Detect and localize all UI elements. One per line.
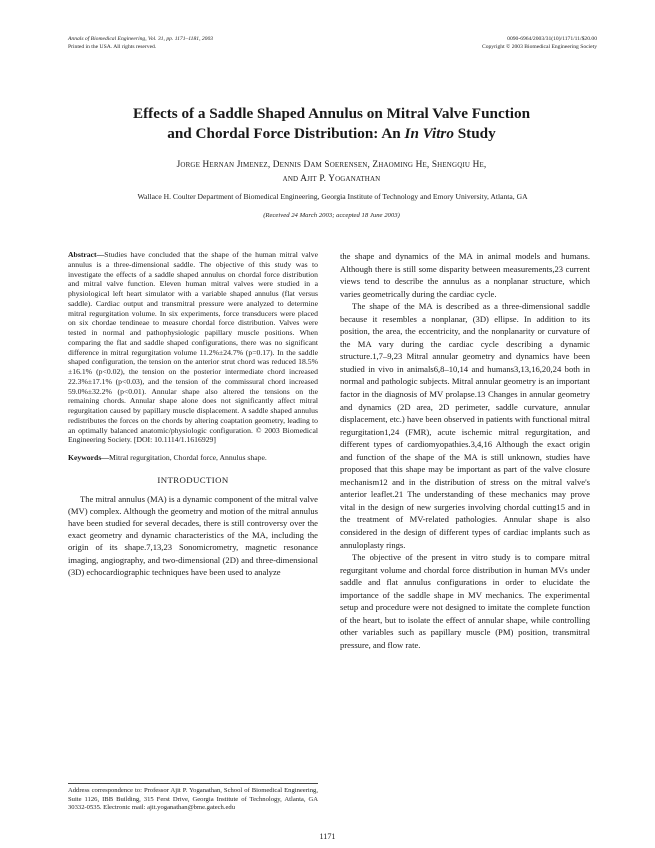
authors-line-1: Jorge Hernan Jimenez, Dennis Dam Soerensen, Zhaoming He, Shengqiu He, — [176, 160, 487, 170]
received-dates: (Received 24 March 2003; accepted 18 June 2003) — [263, 212, 400, 219]
keywords — [68, 453, 318, 463]
page-number: 1171 — [319, 832, 336, 841]
abstract-text: Studies have concluded that the shape of the human mitral valve annulus is a three-dimensional saddle. The objective of this study was to investigate the effects of a saddle shaped annulus on chordal force distribution and mitral valve function. Eleven human mitral valves were studied in a physiological left heart simulator with a variable shaped annulus (flat versus saddle). Cardiac output and transmitral pressure were analyzed to determine mitral regurgitation volume. In six experiments, force transducers were placed on six chordae tendineae to measure chordal force distribution. Valves were tested in normal and pathophysiologic papillary muscle positions. When comparing the flat and saddle shaped configurations, there was no significant difference in mitral regurgitation volume 11.2%±24.7% (p=0.17). In the saddle shaped configuration, the tension on the anterior strut chord was reduced 18.5%±16.1% (p<0.02), the tension on the posterior intermediate chord increased 22.3%±17.1% (p<0.03), and the tension of the commissural chord increased 59.0%±32.2% (p<0.01). Annular shape also altered the tensions on the remaining chords. Annular shape alone does not significantly affect mitral regurgitation caused by papillary muscle displacement. A saddle shaped annulus redistributes the forces on the chords by altering coaptation geometry, leading to an optimally balanced anatomic/physiologic configuration. © 2003 Biomedical Engineering Society. [DOI: 10.1114/1.1616929] — [68, 250, 318, 445]
author-list — [68, 158, 595, 186]
intro-paragraph-1: The mitral annulus (MA) is a dynamic component of the mitral valve (MV) complex. Although the geometry and motion of the mitral annulus have been studied for several decades, there is still controversy over the exact geometry and dynamic characteristics of the MA, including the origin of its shape.7,13,23 Sonomicrometry, magnetic resonance imaging, angiography, and two-dimensional (2D) and three-dimensional (3D) echocardiographic techniques have been used to analyze — [68, 493, 318, 577]
issn-line: 0090-6964/2003/31(10)/1171/11/$20.00 — [507, 36, 597, 42]
right-column — [340, 250, 590, 652]
intro-paragraph-2: The shape of the MA is described as a three-dimensional saddle because it resembles a nonplanar, (3D) ellipse. In addition to its position, the area, the eccentricity, and the nonplanarity or curvature of the MA vary during the cardiac cycle describing a dynamic structure.1,7–9,23 Mitral annular geometry and dynamics have been studied in vivo in animals6,8–10,14 and humans3,13,16,20,24 both in normal and pathologic subjects. Mitral annular geometry is an important factor in the diagnosis of MV prolapse.13 Changes in annular geometry and dynamics (2D area, 2D perimeter, saddle curvature, annular displacement, etc.) have been observed in patients with functional mitral regurgitation1,24 (FMR), acute ischemic mitral regurgitation, and different types of cardiomyopathies.3,4,16 Although the exact origin and function of the shape of the MA is still unknown, studies have proposed that this shape may be important as part of the valve closure mechanism12 and in the distribution of stress on the mitral valve's anterior leaflet.21 The understanding of these mechanics may prove vital in the design of new surgeries involving chordal cutting15 and in the treatment of MV-related pathologies. Annular shape is also considered in the design of different types of cardiac implants such as annuloplasty rings. — [340, 301, 590, 550]
keywords-label: Keywords— — [68, 453, 109, 462]
title-line-2 — [68, 124, 595, 144]
keywords-text: Mitral regurgitation, Chordal force, Annulus shape. — [109, 453, 267, 462]
intro-paragraph-1-continued: the shape and dynamics of the MA in animal models and humans. Although there is still some disparity between measurements,23 current views tend to describe the annulus as a nonplanar structure, which varies geometrically during the cardiac cycle. — [340, 251, 590, 299]
section-heading-introduction: INTRODUCTION — [157, 474, 229, 485]
copyright-line: Copyright © 2003 Biomedical Engineering Society — [481, 43, 597, 50]
left-column — [68, 250, 318, 578]
title-line-2-start: and Chordal Force Distribution: An — [167, 125, 405, 142]
affiliation: Wallace H. Coulter Department of Biomedical Engineering, Georgia Institute of Technology and Emory University, Atlanta, GA — [137, 192, 528, 201]
correspondence-footnote: Address correspondence to: Professor Ajit P. Yoganathan, School of Biomedical Engineering, Suite 1126, IBB Building, 315 Ferst Drive, Georgia Institute of Technology, Atlanta, GA 30332-0535. Electronic mail: ajit.yoganathan@bme.gatech.edu — [68, 783, 318, 813]
title-line-2-italic: In Vitro — [404, 125, 454, 142]
title-line-1: Effects of a Saddle Shaped Annulus on Mitral Valve Function — [132, 105, 531, 122]
abstract — [68, 250, 318, 445]
title-line-2-end: Study — [453, 125, 496, 142]
print-notice: Printed in the USA. All rights reserved. — [68, 43, 157, 50]
journal-citation: Annals of Biomedical Engineering, Vol. 31, pp. 1171–1181, 2003 — [68, 36, 214, 42]
journal-header-left — [68, 36, 213, 51]
abstract-label: Abstract— — [68, 250, 105, 259]
intro-paragraph-3: The objective of the present in vitro study is to compare mitral regurgitant volume and chordal force distribution in human MVs under saddle and flat annulus configurations in order to elucidate the importance of the saddle shape in MV mechanics. The experimental setup and procedure were not designed to imitate the complete function of the heart, but to isolate the effect of annular shape, while controlling other variables such as papillary muscle (PM) position, transmitral pressure, and flow rate. — [340, 552, 590, 650]
authors-line-2: and Ajit P. Yoganathan — [282, 174, 381, 184]
journal-header-right — [482, 36, 597, 51]
paper-title — [68, 104, 595, 144]
